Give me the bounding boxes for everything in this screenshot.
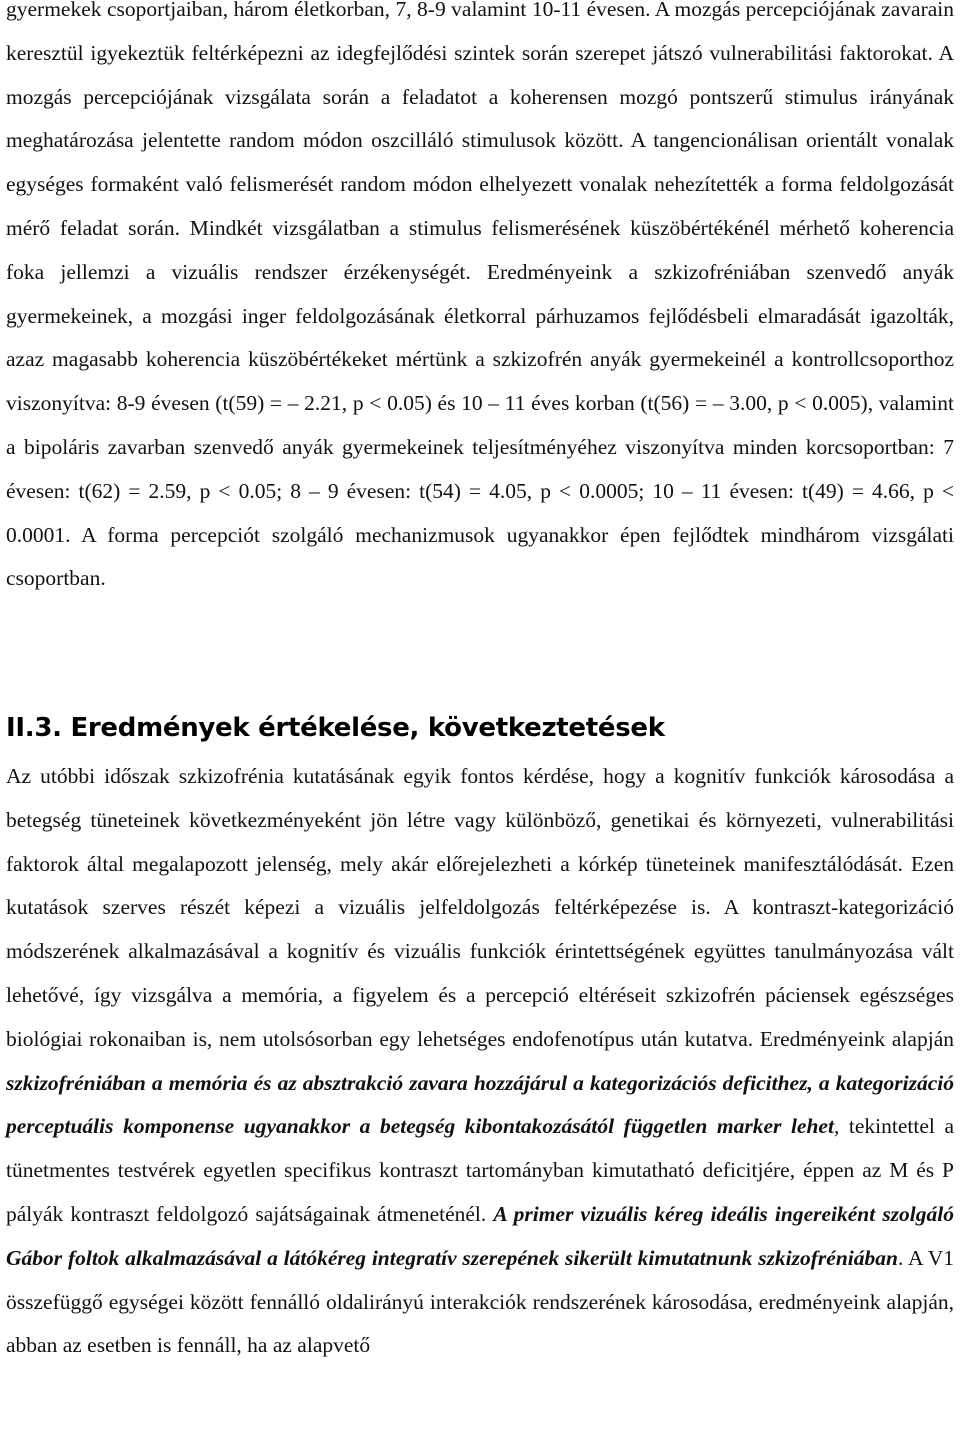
discussion-text-run-2: , tekintettel a tünetmentes testvérek egyetlen specifikus kontraszt tartományban kimutatható deficitjére, éppen az M és P pályák kontraszt feldolgozó sajátságainak átmeneténél. — [6, 1114, 954, 1226]
discussion-text-run-3: . A V1 összefüggő egységei között fennálló oldalirányú interakciók rendszerének károsodása, eredményeink alapján, abban az esetben is fennáll, ha az alapvető — [6, 1245, 955, 1358]
results-paragraph: gyermekek csoportjaiban, három életkorban, 7, 8-9 valamint 10-11 évesen. A mozgás percepciójának zavarain keresztül igyekeztük feltérképezni az idegfejlődési szintek során szerepet játszó vulnerabilitási faktorokat. A mozgás percepciójának vizsgálata során a feladatot a koherensen mozgó pontszerű stimulus irányának meghatározása jelentette random módon oszcilláló stimulusok között. A tangencionálisan orientált vonalak egységes formaként való felismerését random módon elhelyezett vonalak nehezítették a forma feldolgozását mérő feladat során. Mindkét vizsgálatban a stimulus felismerésének küszöbértékénél mérhető koherencia foka jellemzi a vizuális rendszer érzékenységét. Eredményeink a szkizofréniában szenvedő anyák gyermekeinek, a mozgási inger feldolgozásának életkorral párhuzamos fejlődésbeli elmaradását igazolták, azaz magasabb koherencia küszöbértékeket mértünk a szkizofrén anyák gyermekeinél a kontrollcsoporthoz viszonyítva: 8-9 évesen (t(59) = – 2.21, p < 0.05) és 10 – 11 éves korban (t(56) = – 3.00, p < 0.005), valamint a bipoláris zavarban szenvedő anyák gyermekeinek teljesítményéhez viszonyítva minden korcsoportban: 7 évesen: t(62) = 2.59, p < 0.05; 8 – 9 évesen: t(54) = 4.05, p < 0.0005; 10 – 11 évesen: t(49) = 4.66, p < 0.0001. A forma percepciót szolgáló mechanizmusok ugyanakkor épen fejlődtek mindhárom vizsgálati csoportban. — [6, 0, 954, 591]
discussion-paragraph — [6, 755, 954, 1368]
discussion-emphasis-1: szkizofréniában a memória és az absztrakció zavara hozzájárul a kategorizációs deficithez, a kategorizáció perceptuális komponense ugyanakkor a betegség kibontakozásától független marker lehet — [6, 1070, 954, 1139]
discussion-emphasis-2: A primer vizuális kéreg ideális ingereiként szolgáló Gábor foltok alkalmazásával a látókéreg integratív szerepének sikerült kimutatnunk szkizofréniában — [6, 1201, 954, 1270]
discussion-text-run-1: Az utóbbi időszak szkizofrénia kutatásának egyik fontos kérdése, hogy a kognitív funkciók károsodása a betegség tüneteinek következményeként jön létre vagy különböző, genetikai és környezeti, vulnerabilitási faktorok által megalapozott jelenség, mely akár előrejelezheti a kórkép tüneteinek manifesztálódását. Ezen kutatások szerves részét képezi a vizuális jelfeldolgozás feltérképezése is. A kontraszt-kategorizáció módszerének alkalmazásával a kognitív és vizuális funkciók érintettségének együttes tanulmányozása vált lehetővé, így vizsgálva a memória, a figyelem és a percepció eltéréseit szkizofrén páciensek egészséges biológiai rokonaiban is, nem utolsósorban egy lehetséges endofenotípus után kutatva. Eredményeink alapján — [6, 764, 954, 1051]
section-heading: II.3. Eredmények értékelése, következtetések — [6, 713, 665, 743]
